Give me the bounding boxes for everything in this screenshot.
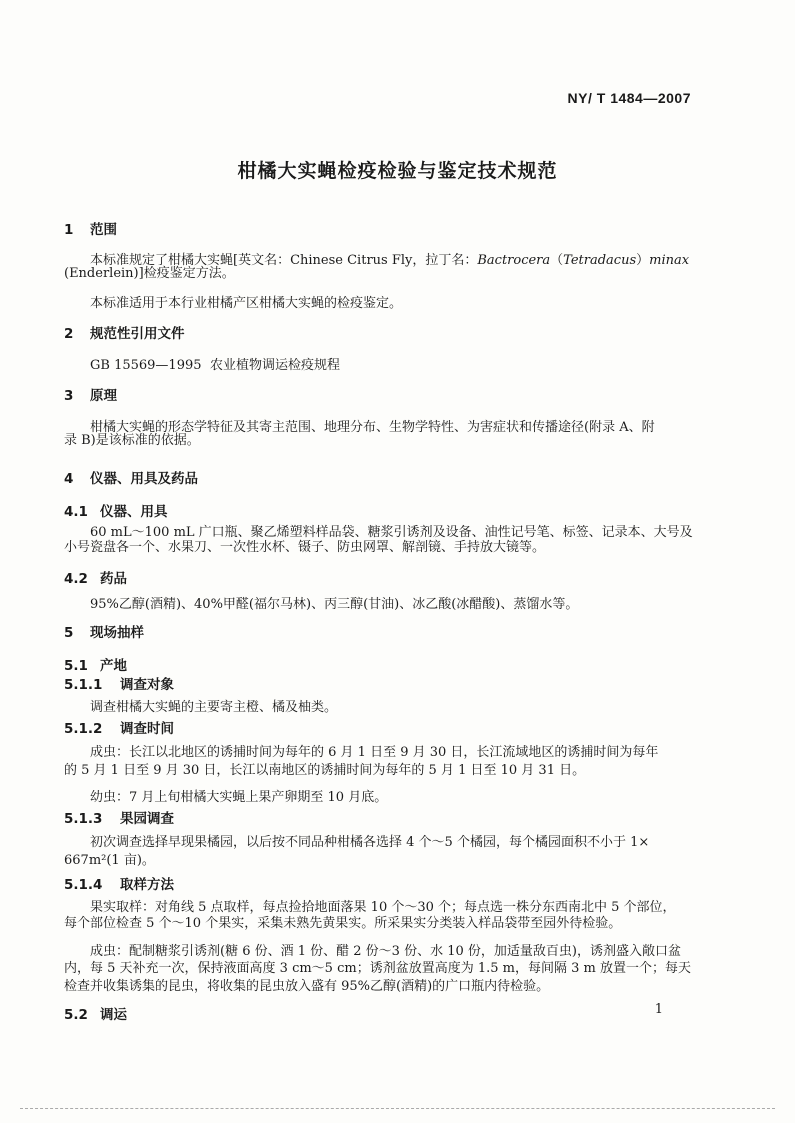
section-5-1-heading: 5.1 产地 [64,658,127,674]
document-title: 柑橘大实蝇检疫检验与鉴定技术规范 [237,160,558,182]
reagents-line-1: 95%乙醇(酒精)、40%甲醛(福尔马林)、丙三醇(甘油)、冰乙酸(冰醋酸)、蒸馏水等。 [90,597,579,612]
reference-standard-name: 农业植物调运检疫规程 [210,358,341,373]
section-5-1-2-heading: 5.1.2 调查时间 [64,721,174,737]
sampling-line-1: 果实取样：对角线 5 点取样，每点捡拾地面落果 10 个～30 个；每点选一株分东西南北中 5 个部位， [90,900,676,915]
survey-object-line: 调查柑橘大实蝇的主要寄主橙、橘及柚类。 [90,700,338,715]
section-5-1-3-heading: 5.1.3 果园调查 [64,811,174,827]
reference-standard-number: GB 15569—1995 [90,358,202,373]
survey-time-line-1: 成虫：长江以北地区的诱捕时间为每年的 6 月 1 日至 9 月 30 日，长江流域地区的诱捕时间为每年 [90,745,659,760]
section-5-1-1-heading: 5.1.1 调查对象 [64,677,174,693]
standard-code: NY/ T 1484—2007 [567,90,691,106]
section-4-1-heading: 4.1 仪器、用具 [64,504,168,520]
section-2-heading: 2 规范性引用文件 [64,326,185,342]
sampling-line-5: 检查并收集诱集的昆虫，将收集的昆虫放入盛有 95%乙醇(酒精)的广口瓶内待检验。 [64,979,550,994]
section-5-1-4-heading: 5.1.4 取样方法 [64,877,174,893]
sampling-line-4: 内，每 5 天补充一次，保持液面高度 3 cm～5 cm；诱剂盆放置高度为 1.5 m，每间隔 3 m 放置一个；每天 [64,961,691,976]
section-3-heading: 3 原理 [64,388,117,404]
section-1-heading [64,218,117,238]
section-4-2-heading: 4.2 药品 [64,571,127,587]
instruments-line-1: 60 mL～100 mL 广口瓶、聚乙烯塑料样品袋、糖浆引诱剂及设备、油性记号笔、标签、记录本、大号及 [90,525,693,540]
instruments-line-2: 小号瓷盘各一个、水果刀、一次性水杯、镊子、防虫网罩、解剖镜、手持放大镜等。 [64,540,546,555]
survey-time-line-3: 幼虫：7 月上旬柑橘大实蝇上果产卵期至 10 月底。 [90,790,388,805]
orchard-survey-line-1: 初次调查选择早现果橘园，以后按不同品种柑橘各选择 4 个～5 个橘园，每个橘园面积不小于 1× [90,835,650,850]
principle-line-2: 录 B)是该标准的依据。 [64,433,200,448]
sampling-line-3: 成虫：配制糖浆引诱剂(糖 6 份、酒 1 份、醋 2 份～3 份、水 10 份，加适量敌百虫)，诱剂盛入敞口盆 [90,944,681,959]
survey-time-line-2: 的 5 月 1 日至 9 月 30 日，长江以南地区的诱捕时间为每年的 5 月 1 日至 10 月 31 日。 [64,763,586,778]
page-number: 1 [654,1002,663,1017]
principle-line-1: 柑橘大实蝇的形态学特征及其寄主范围、地理分布、生物学特性、为害症状和传播途径(附录 A、附 [90,420,655,435]
section-5-2-heading: 5.2 调运 [64,1007,127,1023]
footer-rule [20,1108,775,1109]
section-4-heading: 4 仪器、用具及药品 [64,471,198,487]
section-5-heading: 5 现场抽样 [64,625,144,641]
sampling-line-2: 每个部位检查 5 个～10 个果实，采集未熟先黄果实。所采果实分类装入样品袋带至园外待检验。 [64,916,622,931]
scope-paragraph-2: 本标准适用于本行业柑橘产区柑橘大实蝇的检疫鉴定。 [90,296,403,311]
scope-paragraph-line-2: (Enderlein)]检疫鉴定方法。 [64,266,235,281]
scope-paragraph-line-1: 本标准规定了柑橘大实蝇[英文名：Chinese Citrus Fly，拉丁名：Bactrocera（Tetradacus）minax [90,253,690,268]
section-title: 范围 [90,222,117,238]
normative-reference [90,354,340,373]
section-number: 1 [64,222,74,238]
orchard-survey-line-2: 667m²(1 亩)。 [64,853,155,868]
